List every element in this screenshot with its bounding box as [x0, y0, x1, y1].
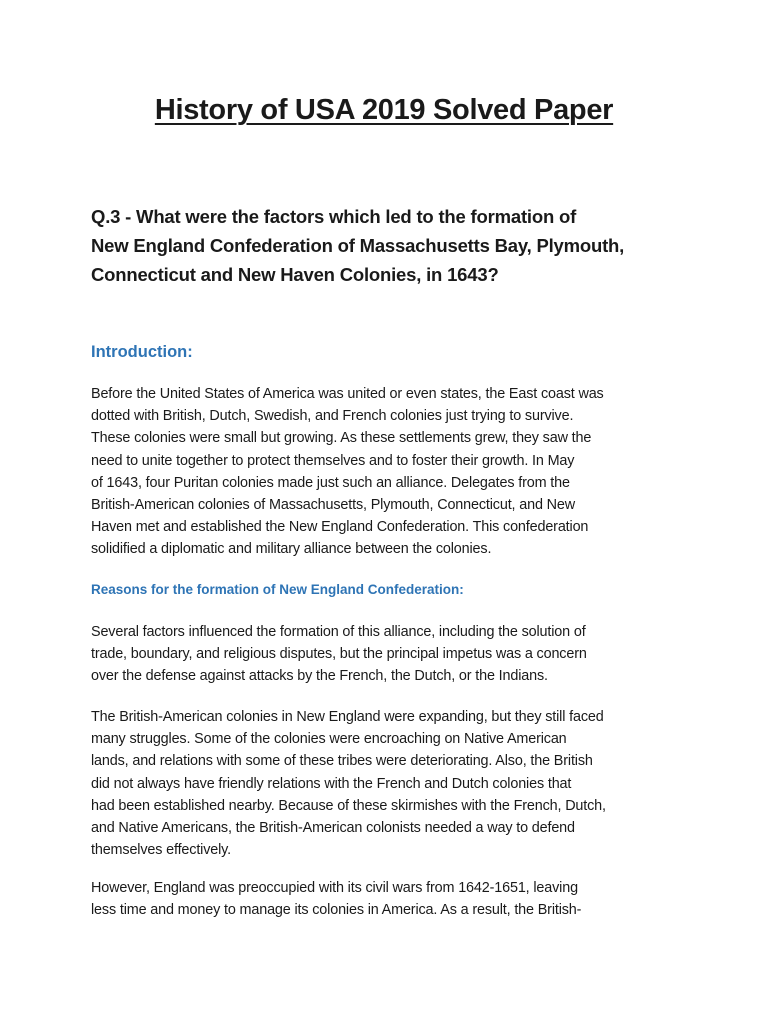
civil-war-paragraph	[91, 877, 691, 921]
text-line: lands, and relations with some of these tribes were deteriorating. Also, the British	[91, 753, 593, 770]
text-line: These colonies were small but growing. As these settlements grew, they saw the	[91, 430, 592, 447]
introduction-heading: Introduction:	[91, 343, 193, 361]
question-heading	[91, 202, 691, 289]
text-line: did not always have friendly relations with the French and Dutch colonies that	[91, 775, 572, 792]
introduction-paragraph	[91, 383, 691, 561]
text-line: solidified a diplomatic and military alliance between the colonies.	[91, 541, 492, 558]
reasons-heading: Reasons for the formation of New England Confederation:	[91, 582, 464, 597]
text-line: However, England was preoccupied with its civil wars from 1642-1651, leaving	[91, 880, 578, 896]
question-line: New England Confederation of Massachusetts Bay, Plymouth,	[91, 235, 625, 256]
text-line: Before the United States of America was united or even states, the East coast was	[91, 386, 604, 402]
document-title: History of USA 2019 Solved Paper	[154, 94, 614, 126]
question-line: Q.3 - What were the factors which led to the formation of	[91, 206, 577, 227]
text-line: less time and money to manage its colonies in America. As a result, the British-	[91, 902, 582, 919]
text-line: Haven met and established the New England Confederation. This confederation	[91, 519, 589, 536]
text-line: need to unite together to protect themselves and to foster their growth. In May	[91, 452, 575, 469]
text-line: of 1643, four Puritan colonies made just such an alliance. Delegates from the	[91, 474, 570, 491]
question-line: Connecticut and New Haven Colonies, in 1643?	[91, 264, 499, 285]
text-line: Several factors influenced the formation of this alliance, including the solution of	[91, 624, 586, 640]
text-line: over the defense against attacks by the French, the Dutch, or the Indians.	[91, 668, 548, 685]
text-line: had been established nearby. Because of these skirmishes with the French, Dutch,	[91, 797, 606, 814]
text-line: British-American colonies of Massachusetts, Plymouth, Connecticut, and New	[91, 497, 575, 514]
factors-paragraph	[91, 621, 691, 688]
text-line: many struggles. Some of the colonies were encroaching on Native American	[91, 731, 567, 748]
text-line: dotted with British, Dutch, Swedish, and French colonies just trying to survive.	[91, 408, 574, 425]
text-line: themselves effectively.	[91, 842, 231, 859]
struggles-paragraph	[91, 706, 691, 861]
text-line: and Native Americans, the British-American colonists needed a way to defend	[91, 820, 575, 837]
text-line: trade, boundary, and religious disputes, but the principal impetus was a concern	[91, 646, 587, 663]
text-line: The British-American colonies in New England were expanding, but they still faced	[91, 709, 604, 725]
